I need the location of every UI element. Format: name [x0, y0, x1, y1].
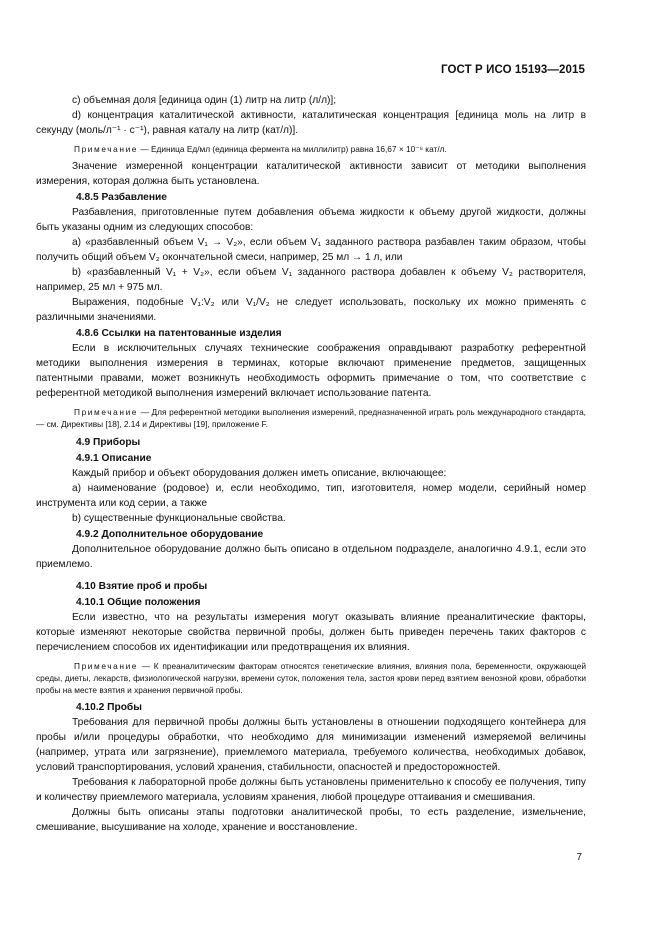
note-label: Примечание [74, 144, 139, 154]
paragraph-description: Каждый прибор и объект оборудования должен иметь описание, включающее: [72, 467, 447, 479]
note-text: — Для референтной методики выполнения измерений, предназначенной играть роль международного стандарта, — см. Директивы [18], 2.14 и Директивы [19], приложение F. [36, 407, 586, 430]
paragraph-requirements-3: Должны быть описаны этапы подготовки аналитической пробы, то есть разделение, измельчение, смешивание, высушивание на холоде, хранение и восстановление. [36, 807, 586, 834]
note-text: — Единица Ед/мл (единица фермента на миллилитр) равна 16,67 × 10⁻⁶ кат/л. [138, 144, 447, 154]
paragraph-dilution: Разбавления, приготовленные путем добавления объема жидкости к объему другой жидкости, должны быть указаны одним из следующих способов: [36, 207, 586, 234]
list-item-d: d) концентрация каталитической активности, каталитическая концентрация [единица моль на литр в секунду (моль/л⁻¹ · с⁻¹), равная каталу на литр (кат/л)]. [36, 110, 586, 136]
note-1 [36, 143, 586, 155]
dilution-item-b: b) «разбавленный V₁ + V₂», если объем V₁ заданного раствора добавлен к объему V₂ растворителя, например, 25 мл + 975 мл. [36, 267, 586, 294]
paragraph-requirements-1: Требования для первичной пробы должны быть установлены в отношении подходящего контейнера для пробы и/или процедуры обработки, что необходимо для минимизации изменений измеряемой величины (например, утрата или загрязнение), приемлемого материала, требуемого количества, необходимых добавок, условий транспортирования, условий хранения, стабильности, опасностей и предосторожностей. [36, 717, 586, 774]
heading-4-9: 4.9 Приборы [76, 436, 141, 448]
description-item-b: b) существенные функциональные свойства. [72, 512, 286, 524]
heading-4-10: 4.10 Взятие проб и пробы [76, 580, 208, 592]
note-2 [36, 406, 586, 430]
paragraph-expressions: Выражения, подобные V₁:V₂ или V₁/V₂ не следует использовать, поскольку их можно применять с различными значениями. [36, 297, 586, 324]
list-item-c: c) объемная доля [единица один (1) литр на литр (л/л)]; [72, 95, 337, 106]
note-label: Примечание [74, 660, 139, 671]
document-header: ГОСТ Р ИСО 15193—2015 [440, 64, 585, 76]
paragraph-general: Если известно, что на результаты измерения могут оказывать влияние преаналитические факторы, которые изменяют некоторые свойства первичной пробы, должен быть приведен перечень таких факторов с перечислением способов их идентификации или предотвращения их влияния. [36, 611, 586, 653]
page-number: 7 [576, 852, 582, 863]
heading-4-10-2: 4.10.2 Пробы [76, 702, 142, 714]
heading-4-10-1: 4.10.1 Общие положения [76, 596, 201, 608]
note-3 [36, 660, 586, 697]
heading-4-9-2: 4.9.2 Дополнительное оборудование [76, 528, 264, 540]
note-text: — К преаналитическим факторам относятся генетические влияния, влияния пола, беременности, окружающей среды, диеты, лекарств, физиологической нагрузки, времени суток, положения тела, застоя крови перед взятием венозной крови, обработки пробы на месте взятия и хранения первичной пробы. [36, 660, 586, 696]
description-item-a: a) наименование (родовое) и, если необходимо, тип, изготовителя, номер модели, серийный номер инструмента или код серии, а также [36, 482, 586, 509]
paragraph-requirements-2: Требования к лабораторной пробе должны быть установлены применительно к способу ее получения, типу и количеству приемлемого материала, условиям хранения, любой процедуре оттаивания и смешивания. [36, 777, 586, 804]
paragraph-catalytic: Значение измеренной концентрации каталитической активности зависит от методики выполнения измерения, которая должна быть установлена. [36, 161, 586, 188]
heading-4-8-6: 4.8.6 Ссылки на патентованные изделия [76, 328, 282, 340]
dilution-item-a: a) «разбавленный объем V₁ → V₂», если объем V₁ заданного раствора разбавлен таким образом, чтобы получить общий объем V₂ окончательной смеси, например, 25 мл → 1 л, или [36, 237, 586, 264]
heading-4-8-5: 4.8.5 Разбавление [76, 192, 167, 204]
paragraph-additional: Дополнительное оборудование должно быть описано в отдельном подразделе, аналогично 4.9.1, если это приемлемо. [36, 543, 586, 570]
paragraph-patent: Если в исключительных случаях технические соображения оправдывают разработку референтной методики выполнения измерения в терминах, которые включают применение предметов, защищенных патентными правами, может возникнуть необходимость оформить примечание о том, что соответствие с референтной методикой выполнения измерений включает использование патента. [36, 343, 586, 400]
page-content [36, 93, 586, 835]
note-label: Примечание [74, 407, 139, 418]
heading-4-9-1: 4.9.1 Описание [76, 452, 152, 464]
